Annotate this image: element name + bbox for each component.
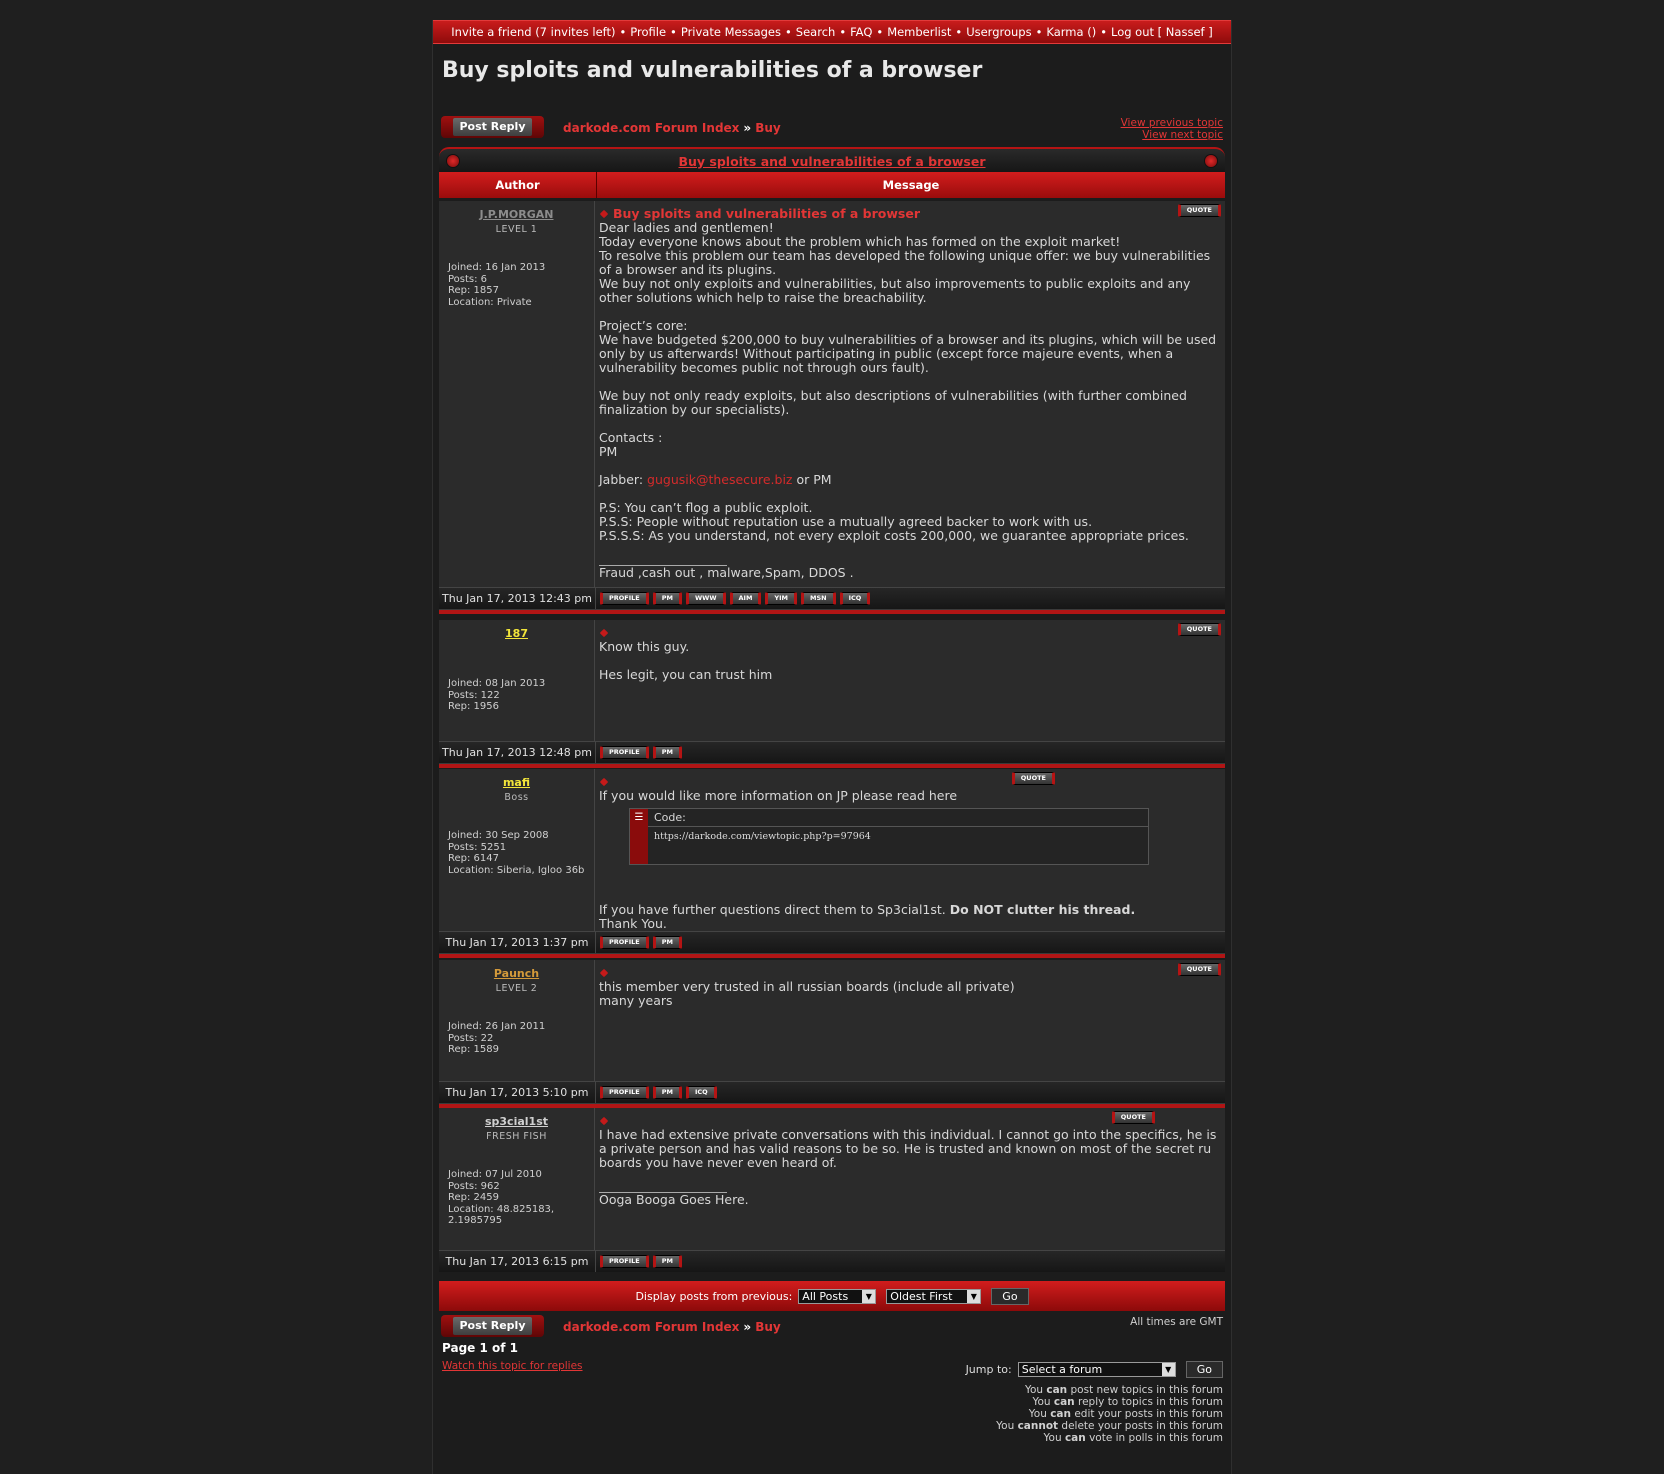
reputation: Rep: 1589 — [448, 1044, 499, 1055]
jabber-label: Jabber: — [599, 472, 644, 487]
post-body — [595, 769, 1225, 931]
user-stats — [439, 1169, 594, 1227]
reputation: Rep: 1857 — [448, 285, 499, 296]
code-block — [629, 808, 1149, 865]
post — [439, 960, 1225, 1108]
post-text: P.S: You can’t flog a public exploit. — [599, 500, 813, 515]
post-text: To resolve this problem our team has developed the following unique offer: we buy vulnerabilities of a browser and its plugins. — [599, 248, 1211, 277]
joined-date: Joined: 07 Jul 2010 — [448, 1169, 542, 1180]
post-text: P.S.S.S: As you understand, not every exploit costs 200,000, we guarantee appropriate prices. — [599, 528, 1189, 543]
post-text: Thank You. — [599, 916, 667, 931]
post-footer — [439, 931, 1225, 953]
display-options-bar — [439, 1281, 1225, 1311]
post-date: Thu Jan 17, 2013 12:48 pm — [439, 742, 596, 763]
msn-button[interactable]: MSN — [801, 592, 836, 605]
jump-to — [966, 1361, 1223, 1378]
message-column-header: Message — [882, 178, 940, 192]
user-stats — [439, 830, 594, 876]
location: Location: Siberia, Igloo 36b — [448, 864, 585, 876]
post-author — [439, 769, 595, 931]
post-author — [439, 201, 595, 587]
post-text: P.S.S: People without reputation use a mutually agreed backer to work with us. — [599, 514, 1093, 529]
next-topic-link[interactable]: View next topic — [1142, 129, 1223, 141]
post-footer — [439, 587, 1225, 609]
breadcrumb-forum-index[interactable]: darkode.com Forum Index — [563, 1320, 740, 1334]
post-count: Posts: 962 — [448, 1180, 500, 1192]
code-sidebar — [630, 809, 648, 864]
profile-button[interactable]: PROFILE — [600, 936, 649, 949]
post-text: Know this guy. — [599, 639, 690, 654]
post-body — [595, 201, 1225, 587]
post-text: We buy not only ready exploits, but also descriptions of vulnerabilities (with further combined finalization by our specialists). — [599, 388, 1187, 417]
joined-date: Joined: 08 Jan 2013 — [448, 678, 546, 689]
quote-button[interactable]: QUOTE — [1012, 772, 1055, 785]
jump-label: Jump to: — [965, 1363, 1012, 1376]
post-text: If you have further questions direct them to Sp3cial1st. — [599, 902, 946, 917]
page-title: Buy sploits and vulnerabilities of a browser — [442, 58, 983, 83]
quote-button[interactable]: QUOTE — [1112, 1111, 1155, 1124]
dropdown-arrow-icon: ▼ — [862, 1290, 875, 1303]
post-footer — [439, 1081, 1225, 1103]
topic-title-link[interactable]: Buy sploits and vulnerabilities of a browser — [678, 154, 986, 169]
profile-button[interactable]: PROFILE — [600, 1255, 649, 1268]
icq-button[interactable]: ICQ — [840, 592, 871, 605]
user-stats — [439, 678, 594, 713]
post-count: Posts: 6 — [448, 273, 488, 285]
search-link[interactable]: Search — [795, 25, 836, 39]
post-body — [595, 620, 1225, 741]
joined-date: Joined: 30 Sep 2008 — [448, 830, 549, 841]
permission-item: You cannot delete your posts in this forum — [996, 1420, 1223, 1432]
post-count: Posts: 5251 — [448, 841, 507, 853]
sort-order-select[interactable]: Oldest First ▼ — [886, 1289, 981, 1304]
emphasis-text: Do NOT clutter his thread. — [949, 902, 1136, 917]
post-text — [599, 903, 1221, 917]
joined-date: Joined: 16 Jan 2013 — [448, 262, 546, 273]
display-label: Display posts from previous: — [635, 1289, 793, 1303]
breadcrumb-buy[interactable]: Buy — [755, 1320, 781, 1334]
faq-link[interactable]: FAQ — [850, 25, 873, 39]
post-icon — [600, 629, 608, 637]
post-reply-button[interactable]: Post Reply — [441, 116, 544, 138]
user-rank: LEVEL 1 — [495, 224, 538, 235]
topic-header-bar — [439, 147, 1225, 173]
quote-button[interactable]: QUOTE — [1178, 963, 1221, 976]
profile-button[interactable]: PROFILE — [600, 1086, 649, 1099]
post-text: Contacts : — [599, 430, 663, 445]
top-nav: Invite a friend (7 invites left) • Profile • Private Messages • Search • FAQ • Memberlist • Usergroups • Karma () • Log out [ Nassef ] — [433, 20, 1231, 44]
forum-select[interactable]: Select a forum ▼ — [1018, 1362, 1176, 1377]
user-rank: FRESH FISH — [486, 1131, 547, 1142]
user-rank: LEVEL 2 — [495, 983, 538, 994]
post-icon — [600, 1117, 608, 1125]
aim-button[interactable]: AIM — [730, 592, 762, 605]
post-count: Posts: 22 — [448, 1032, 494, 1044]
post-text: We have budgeted $200,000 to buy vulnerabilities of a browser and its plugins, which will be used only by us afterwards! Without participating in public (except force majeure events, when a vulnerability becomes public not through ours fault). — [599, 332, 1217, 375]
post-icon — [600, 778, 608, 786]
private-messages-link[interactable]: Private Messages — [680, 25, 781, 39]
username-link[interactable]: mafi — [502, 776, 531, 789]
usergroups-link[interactable]: Usergroups — [966, 25, 1032, 39]
forum-container — [432, 20, 1232, 1474]
post-date: Thu Jan 17, 2013 6:15 pm — [439, 1251, 596, 1272]
breadcrumb: darkode.com Forum Index » Buy — [563, 1320, 781, 1334]
post-text: or PM — [796, 472, 832, 487]
joined-date: Joined: 26 Jan 2011 — [448, 1021, 546, 1032]
memberlist-link[interactable]: Memberlist — [887, 25, 952, 39]
reputation: Rep: 2459 — [448, 1192, 499, 1203]
post-text: Project’s core: — [599, 318, 688, 333]
permission-item: You can post new topics in this forum — [1024, 1384, 1223, 1396]
display-go-button[interactable]: Go — [991, 1288, 1028, 1305]
post-author — [439, 620, 595, 741]
post-text: Hes legit, you can trust him — [599, 667, 773, 682]
username-link[interactable]: sp3cial1st — [484, 1115, 549, 1128]
post-separator — [439, 609, 1225, 614]
post-text — [599, 473, 1221, 487]
user-stats — [439, 262, 594, 308]
post-author — [439, 1108, 595, 1250]
username-link[interactable]: 187 — [505, 627, 528, 640]
table-header — [439, 172, 1225, 198]
yim-button[interactable]: YIM — [765, 592, 797, 605]
breadcrumb-forum-index[interactable]: darkode.com Forum Index — [563, 121, 740, 135]
post-date: Thu Jan 17, 2013 1:37 pm — [439, 932, 596, 953]
profile-button[interactable]: PROFILE — [600, 592, 649, 605]
www-button[interactable]: WWW — [686, 592, 726, 605]
permissions-list — [996, 1384, 1223, 1444]
post-date: Thu Jan 17, 2013 5:10 pm — [439, 1082, 596, 1103]
profile-link[interactable]: Profile — [630, 25, 667, 39]
pm-button[interactable]: PM — [653, 746, 682, 759]
previous-topic-link[interactable]: View previous topic — [1120, 117, 1223, 129]
post-text: If you would like more information on JP please read here — [599, 788, 958, 803]
pm-button[interactable]: PM — [653, 592, 682, 605]
post-text: many years — [599, 993, 673, 1008]
post-text: Today everyone knows about the problem which has formed on the exploit market! — [599, 234, 1121, 249]
right-bullet-icon — [1205, 155, 1217, 167]
post-separator — [439, 953, 1225, 958]
post-text: this member very trusted in all russian boards (include all private) — [599, 979, 1015, 994]
location: Location: Private — [448, 296, 532, 308]
post — [439, 620, 1225, 768]
watch-topic-link[interactable]: Watch this topic for replies — [442, 1360, 583, 1372]
dropdown-arrow-icon: ▼ — [1162, 1363, 1175, 1376]
quote-button[interactable]: QUOTE — [1178, 204, 1221, 217]
list-icon: ☰ — [634, 812, 644, 823]
topic-nav — [1121, 117, 1223, 141]
post-body — [595, 1108, 1225, 1250]
quote-button[interactable]: QUOTE — [1178, 623, 1221, 636]
post — [439, 769, 1225, 958]
post-count: Posts: 122 — [448, 689, 500, 701]
username-link[interactable]: Paunch — [493, 967, 540, 980]
permission-item: You can edit your posts in this forum — [1028, 1408, 1223, 1420]
timezone-note: All times are GMT — [1130, 1316, 1223, 1328]
post — [439, 1108, 1225, 1272]
post — [439, 201, 1225, 614]
post-text: Dear ladies and gentlemen! — [599, 220, 774, 235]
location: Location: 48.825183, 2.1985795 — [448, 1203, 555, 1226]
post-date: Thu Jan 17, 2013 12:43 pm — [439, 588, 596, 609]
code-label: Code: — [648, 809, 1148, 827]
pm-button[interactable]: PM — [653, 1086, 682, 1099]
post-author — [439, 960, 595, 1081]
profile-button[interactable]: PROFILE — [600, 746, 649, 759]
left-bullet-icon — [447, 155, 459, 167]
karma-link[interactable]: Karma () — [1046, 25, 1097, 39]
reputation: Rep: 1956 — [448, 701, 499, 712]
jump-go-button[interactable]: Go — [1186, 1361, 1223, 1378]
signature: Fraud ,cash out , malware,Spam, DDOS . — [599, 565, 854, 580]
post-separator — [439, 763, 1225, 768]
pm-button[interactable]: PM — [653, 1255, 682, 1268]
author-column-header: Author — [439, 172, 597, 198]
post-icon — [600, 210, 608, 218]
post-subject: Buy sploits and vulnerabilities of a browser — [613, 206, 921, 221]
page-indicator: Page 1 of 1 — [442, 1341, 518, 1355]
post-icon — [600, 969, 608, 977]
post-text: I have had extensive private conversations with this individual. I cannot go into the specifics, he is a private person and has valid reasons to be so. He is trusted and known on most of the secret ru boards you have never even heard of. — [599, 1127, 1217, 1170]
dropdown-arrow-icon: ▼ — [967, 1290, 980, 1303]
email-link[interactable]: gugusik@thesecure.biz — [647, 472, 793, 487]
permission-item: You can vote in polls in this forum — [1043, 1432, 1223, 1444]
permission-item: You can reply to topics in this forum — [1032, 1396, 1223, 1408]
signature: Ooga Booga Goes Here. — [599, 1192, 749, 1207]
reputation: Rep: 6147 — [448, 853, 499, 864]
code-content[interactable]: https://darkode.com/viewtopic.php?p=97964 — [654, 831, 871, 842]
post-footer — [439, 741, 1225, 763]
post-footer — [439, 1250, 1225, 1272]
user-rank: Boss — [504, 792, 529, 803]
invite-link[interactable]: Invite a friend (7 invites left) — [451, 25, 616, 39]
post-reply-button[interactable]: Post Reply — [441, 1315, 544, 1337]
post-text: PM — [599, 444, 618, 459]
username-link[interactable]: J.P.MORGAN — [479, 208, 554, 221]
pm-button[interactable]: PM — [653, 936, 682, 949]
post-body — [595, 960, 1225, 1081]
logout-link[interactable]: Log out [ Nassef ] — [1110, 25, 1213, 39]
post-text: We buy not only exploits and vulnerabilities, but also improvements to public exploits and any other solutions which help to raise the breachability. — [599, 276, 1191, 305]
breadcrumb-buy[interactable]: Buy — [755, 121, 781, 135]
posts-range-select[interactable]: All Posts ▼ — [798, 1289, 876, 1304]
breadcrumb: darkode.com Forum Index » Buy — [563, 121, 781, 135]
icq-button[interactable]: ICQ — [686, 1086, 717, 1099]
user-stats — [439, 1021, 594, 1056]
